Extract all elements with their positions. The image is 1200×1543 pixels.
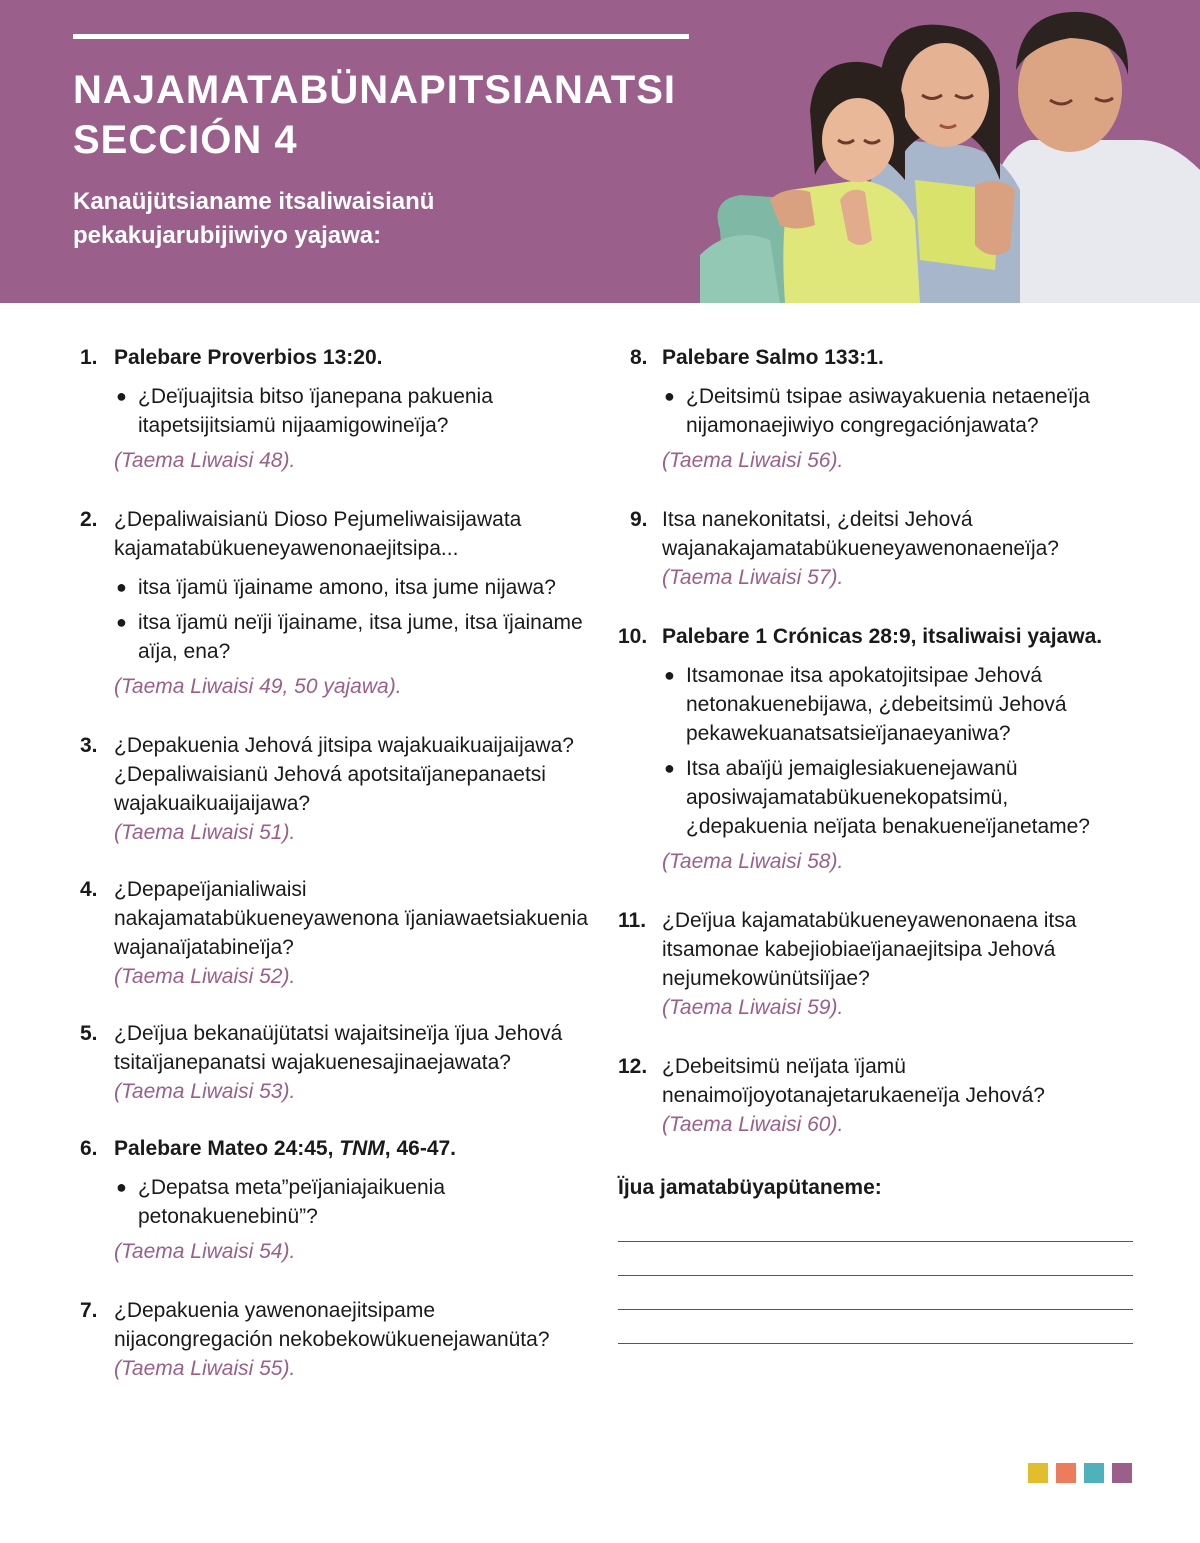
swatch-yellow (1028, 1463, 1048, 1483)
question-item (80, 1296, 590, 1383)
question-item (618, 906, 1133, 1022)
bullet-item (114, 382, 590, 440)
question-text: ¿Deïjua kajamatabükueneyawenonaena itsa itsamonae kabejiobiaeïjanaejitsipa Jehová nejumekowünütsiïjae? (662, 909, 1077, 990)
bullet-list (662, 382, 1133, 440)
page-title (73, 65, 733, 165)
bullet-text: ¿Deitsimü tsipae asiwayakuenia netaeneïja nijamonaejiwiyo congregaciónjawata? (686, 385, 1090, 437)
bullet-list (114, 573, 590, 666)
question-item (618, 622, 1133, 876)
question-number: 11. (618, 909, 647, 932)
question-text: ¿Deïjua bekanaüjütatsi wajaitsineïja ïjua Jehová tsitaïjanepanatsi wajakuenesajinaejawata? (114, 1022, 563, 1074)
question-number: 5. (80, 1022, 98, 1045)
swatch-coral (1056, 1463, 1076, 1483)
question-item (618, 1052, 1133, 1139)
lead-italic: TNM (339, 1137, 385, 1160)
title-line-2: SECCIÓN 4 (73, 118, 298, 162)
bullet-text: Itsa abaïjü jemaiglesiakuenejawanü aposiwajamatabükuenekopatsimü, ¿depakuenia neïjata benakueneïjanetame? (686, 757, 1090, 838)
bullet-icon: ● (664, 758, 675, 778)
question-lead: Palebare Salmo 133:1. (662, 346, 884, 369)
question-text: ¿Depapeïjanialiwaisi nakajamatabükueneyawenona ïjaniawaetsiakuenia wajanaïjatabineïja? (114, 878, 589, 959)
reference-text: (Taema Liwaisi 52). (114, 965, 296, 988)
swatch-purple (1112, 1463, 1132, 1483)
reference-text: (Taema Liwaisi 48). (114, 449, 296, 472)
questions-left-column (80, 343, 590, 1383)
question-item (80, 875, 590, 991)
page-header (0, 0, 1200, 303)
bullet-text: ¿Deïjuajitsia bitso ïjanepana pakuenia itapetsijitsiamü nijaamigowineïja? (138, 385, 493, 437)
question-number: 6. (80, 1137, 98, 1160)
bullet-item (662, 382, 1133, 440)
question-item (618, 505, 1133, 592)
question-number: 2. (80, 508, 98, 531)
bullet-text: Itsamonae itsa apokatojitsipae Jehová netonakuenebijawa, ¿debeitsimü Jehová pekawekuanatsatsieïjanaeyaniwa? (686, 664, 1067, 745)
question-item (80, 343, 590, 475)
bullet-text: ¿Depatsa meta”peïjaniajaikuenia petonakuenebinü”? (138, 1176, 446, 1228)
question-text: ¿Depakuenia Jehová jitsipa wajakuaikuaijaijawa? ¿Depaliwaisianü Jehová apotsitaïjanepanaetsi wajakuaikuaijaijawa? (114, 734, 574, 815)
bullet-item (114, 1173, 590, 1231)
question-number: 12. (618, 1055, 648, 1078)
question-item (80, 731, 590, 847)
answer-section-title: Ïjua jamatabüyapütaneme: (618, 1176, 882, 1199)
reference-text: (Taema Liwaisi 49, 50 yajawa). (114, 675, 402, 698)
header-rule (73, 34, 689, 39)
answer-line[interactable] (618, 1276, 1133, 1310)
swatch-teal (1084, 1463, 1104, 1483)
reference-text: (Taema Liwaisi 60). (662, 1113, 844, 1136)
question-number: 3. (80, 734, 98, 757)
questions-right-column (618, 343, 1133, 1344)
bullet-icon: ● (116, 612, 127, 632)
bullet-icon: ● (664, 665, 675, 685)
question-item (80, 1019, 590, 1106)
question-number: 10. (618, 625, 648, 648)
answer-line[interactable] (618, 1310, 1133, 1344)
question-text: Itsa nanekonitatsi, ¿deitsi Jehová wajanakajamatabükueneyawenonaeneïja? (662, 508, 1059, 560)
bullet-item (662, 754, 1133, 841)
reference-text: (Taema Liwaisi 55). (114, 1357, 296, 1380)
reference-text: (Taema Liwaisi 59). (662, 996, 844, 1019)
color-swatches (1028, 1463, 1132, 1483)
question-text: ¿Depakuenia yawenonaejitsipame nijacongregación nekobekowükuenejawanüta? (114, 1299, 550, 1351)
bullet-list (662, 661, 1133, 841)
question-number: 9. (630, 508, 648, 531)
question-lead: Palebare 1 Crónicas 28:9, itsaliwaisi yajawa. (662, 625, 1103, 648)
answer-line[interactable] (618, 1242, 1133, 1276)
bullet-list (114, 382, 590, 440)
question-item (80, 505, 590, 701)
question-number: 4. (80, 878, 98, 901)
reference-text: (Taema Liwaisi 58). (662, 850, 844, 873)
page-subtitle: Kanaüjütsianame itsaliwaisianü pekakujarubijiwiyo yajawa: (73, 188, 435, 249)
bullet-item (114, 608, 590, 666)
bullet-text: itsa ïjamü ïjainame amono, itsa jume nijawa? (138, 576, 556, 599)
answer-line[interactable] (618, 1208, 1133, 1242)
reference-text: (Taema Liwaisi 54). (114, 1240, 296, 1263)
question-number: 8. (630, 346, 648, 369)
question-number: 7. (80, 1299, 98, 1322)
question-lead (114, 1134, 590, 1163)
question-text: ¿Depaliwaisianü Dioso Pejumeliwaisijawata kajamatabükueneyawenonaejitsipa... (114, 508, 522, 560)
reference-text: (Taema Liwaisi 56). (662, 449, 844, 472)
bullet-item (114, 573, 590, 602)
question-number: 1. (80, 346, 98, 369)
bullet-icon: ● (116, 386, 127, 406)
question-item (618, 343, 1133, 475)
reference-text: (Taema Liwaisi 53). (114, 1080, 296, 1103)
family-praying-illustration (700, 0, 1200, 303)
reference-text: (Taema Liwaisi 57). (662, 566, 844, 589)
answer-section (618, 1173, 1133, 1344)
bullet-text: itsa ïjamü neïji ïjainame, itsa jume, itsa ïjainame aïja, ena? (138, 611, 583, 663)
bullet-item (662, 661, 1133, 748)
question-lead: Palebare Proverbios 13:20. (114, 346, 383, 369)
reference-text: (Taema Liwaisi 51). (114, 821, 296, 844)
lead-text: Palebare Mateo 24:45, (114, 1137, 334, 1160)
lead-tail: , 46-47. (384, 1137, 457, 1160)
question-text: ¿Debeitsimü neïjata ïjamü nenaimoïjoyotanajetarukaeneïja Jehová? (662, 1055, 1045, 1107)
bullet-icon: ● (116, 577, 127, 597)
bullet-icon: ● (664, 386, 675, 406)
bullet-list (114, 1173, 590, 1231)
title-line-1: NAJAMATABÜNAPITSIANATSI (73, 68, 676, 112)
bullet-icon: ● (116, 1177, 127, 1197)
question-item (80, 1134, 590, 1266)
